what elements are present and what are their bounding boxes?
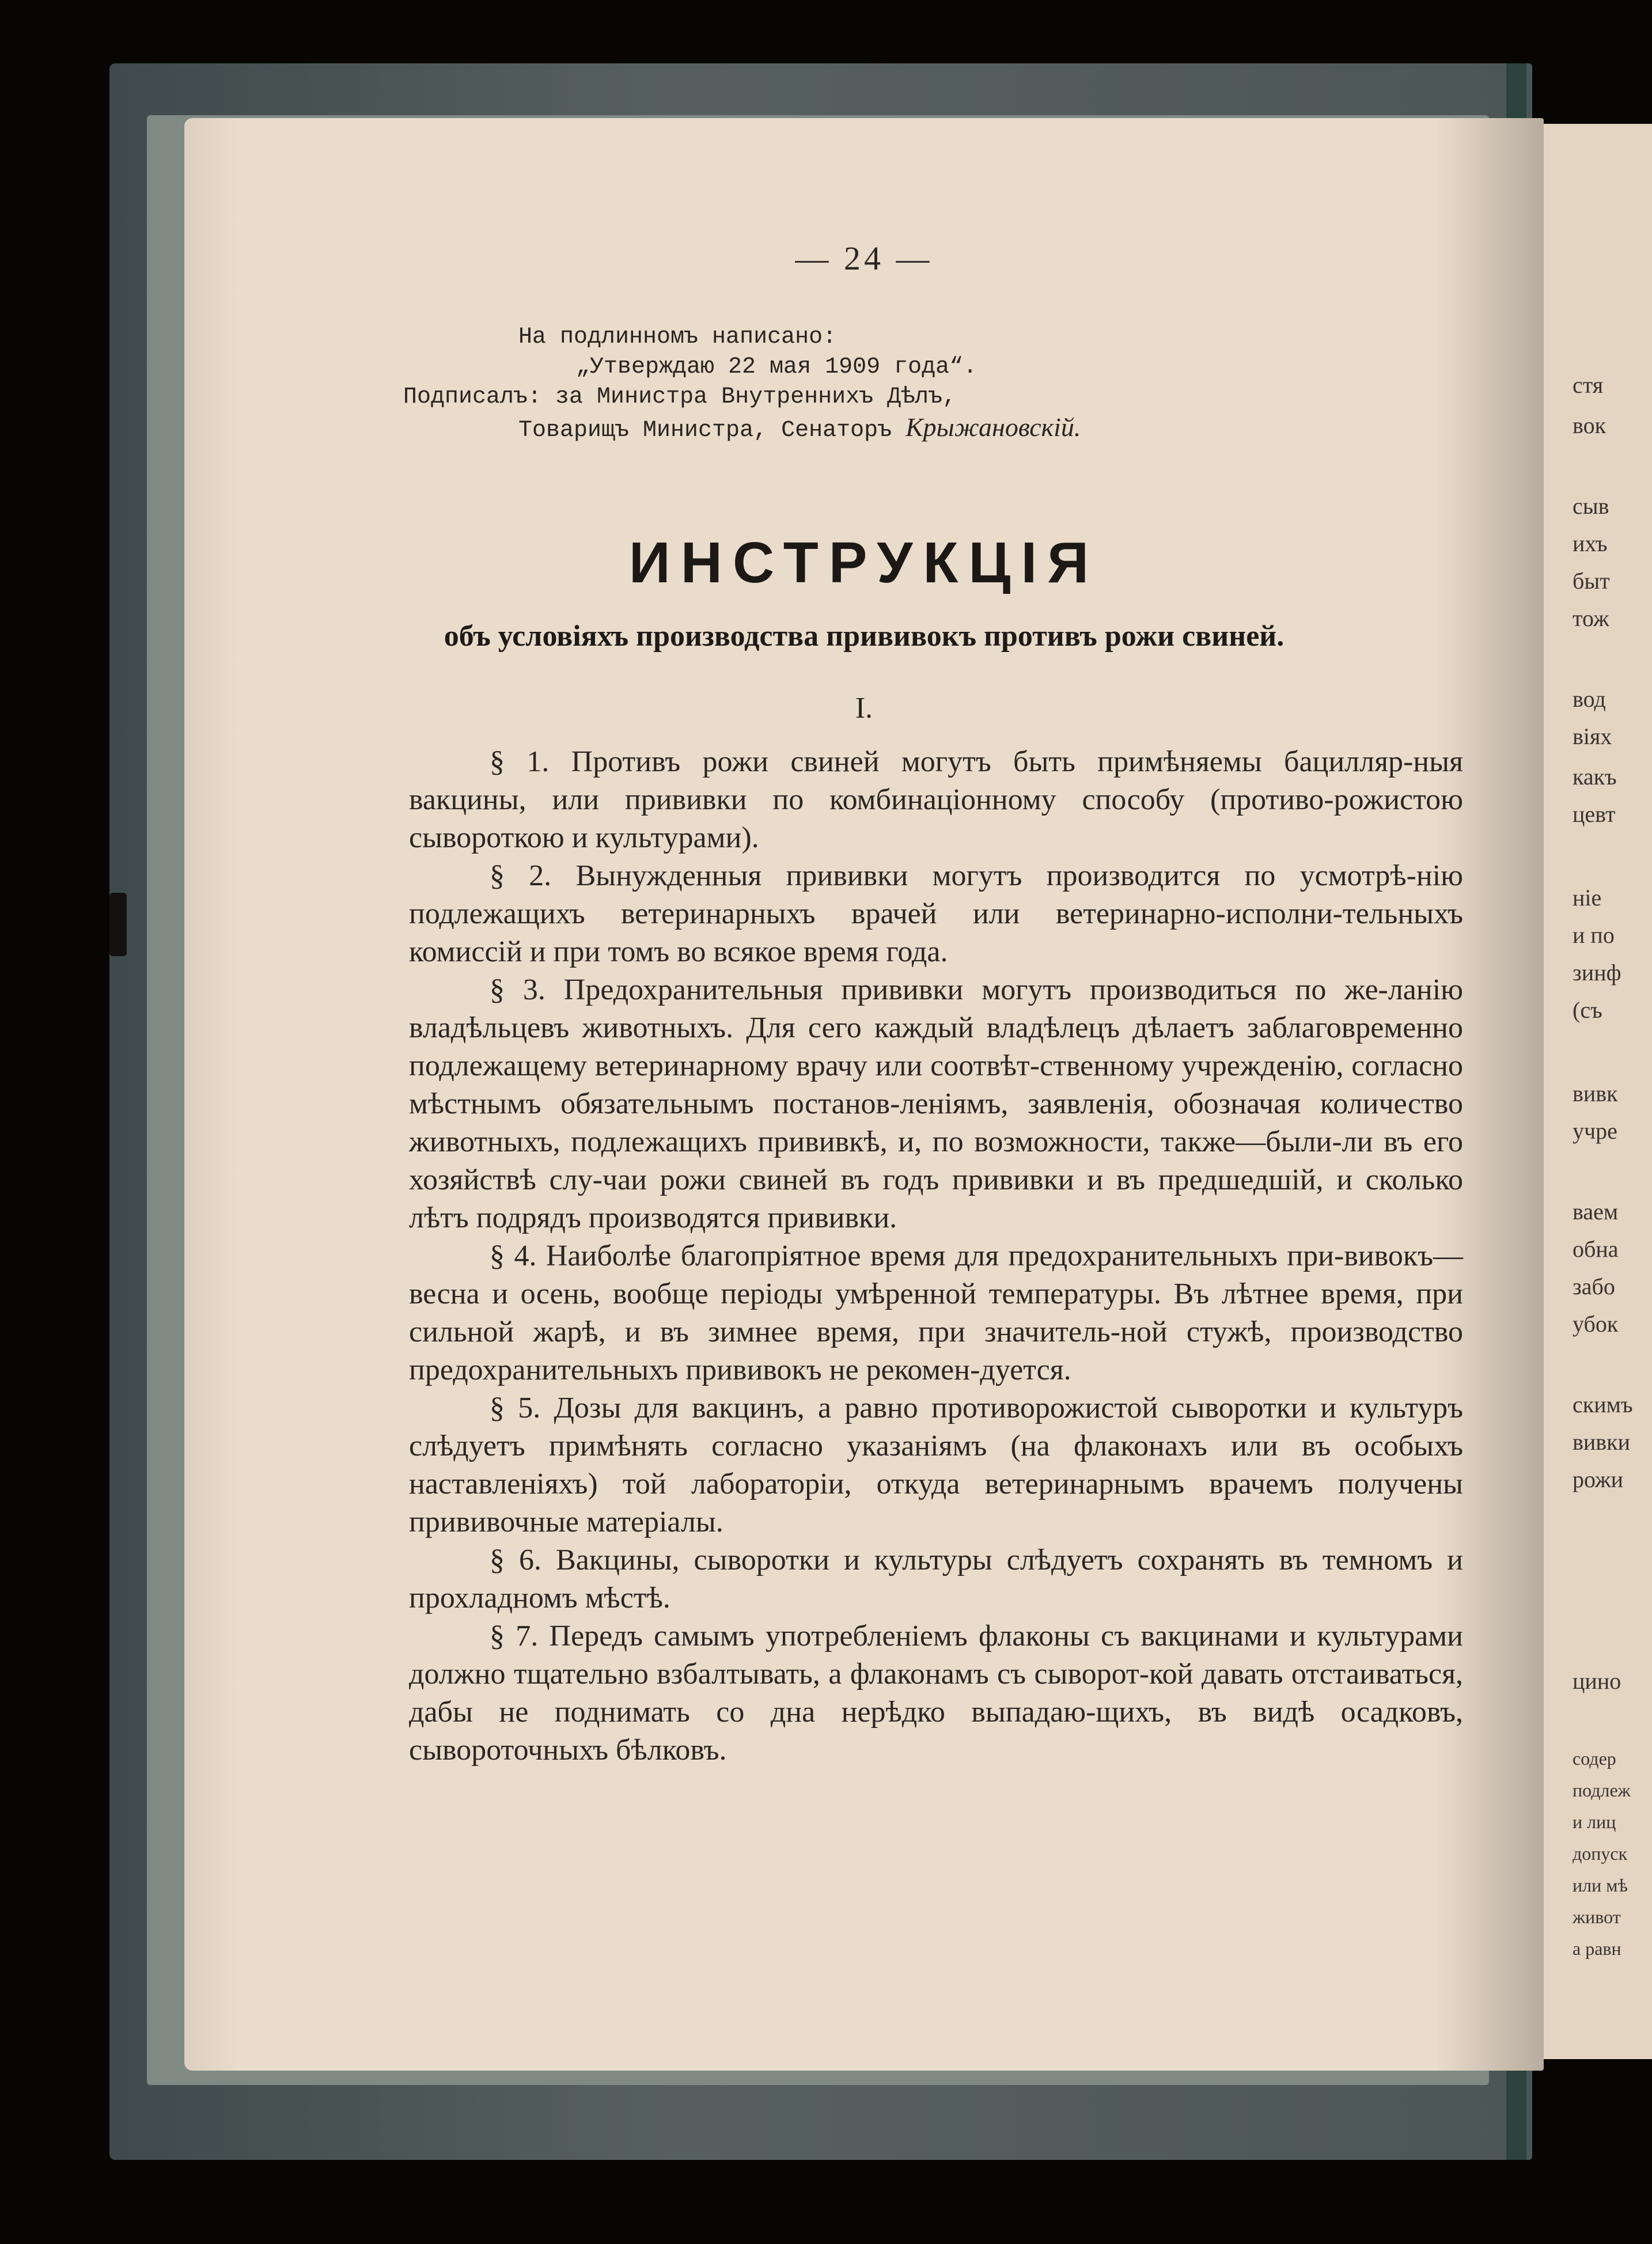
facing-page-fragment: стя xyxy=(1573,372,1604,398)
binding-hole xyxy=(109,893,127,956)
facing-page-fragment: вивк xyxy=(1573,1081,1618,1106)
facing-page-fragment: вод xyxy=(1573,686,1606,712)
paragraph-1: § 1. Противъ рожи свиней могутъ быть примѣняемы бацилляр-ныя вакцины, или прививки по комбинаціонному способу (противо-рожистою сывороткою и культурами). xyxy=(409,745,1463,854)
facing-page-fragment: убок xyxy=(1573,1311,1619,1337)
approval-line-3: Подписалъ: за Министра Внутреннихъ Дѣлъ, xyxy=(403,384,957,410)
facing-page-fragment: быт xyxy=(1573,568,1610,594)
document-page xyxy=(184,118,1544,2071)
facing-page-fragment: цино xyxy=(1573,1668,1621,1694)
facing-page-fragment: учре xyxy=(1573,1118,1617,1144)
facing-page-fragment: вивки xyxy=(1573,1429,1631,1455)
facing-page-fragment: тож xyxy=(1573,605,1609,631)
facing-page-fragment: какъ xyxy=(1573,764,1617,790)
paragraph-3: § 3. Предохранительныя прививки могутъ производиться по же-ланію владѣльцевъ животныхъ. Для сего каждый владѣлецъ дѣлаетъ заблаговременно подлежащему ветеринарному врачу или соотвѣт-ственному учрежденію, согласно мѣстнымъ обязательнымъ постанов-леніямъ, заявленія, обозначая количество животныхъ, подлежащихъ прививкѣ, и, по возможности, также—были-ли въ его хозяйствѣ слу-чаи рожи свиней въ годъ прививки и въ предшедшій, и сколько лѣтъ подрядъ производятся прививки. xyxy=(409,973,1463,1234)
signature-name: Крыжановскій. xyxy=(905,412,1081,442)
facing-page-fragment: ніе xyxy=(1573,885,1602,911)
document-title: ИНСТРУКЦІЯ xyxy=(628,530,1100,595)
facing-page-fragment: (съ xyxy=(1573,997,1602,1023)
facing-page-fragment: и лиц xyxy=(1573,1811,1616,1832)
approval-note xyxy=(403,323,1354,446)
facing-page-fragment: зинф xyxy=(1573,960,1621,985)
approval-signatory: Товарищъ Министра, Сенаторъ xyxy=(518,418,892,444)
facing-page-fragment: или мѣ xyxy=(1573,1875,1628,1896)
facing-page-fragment: сыв xyxy=(1573,493,1609,519)
facing-page-fragment: віях xyxy=(1573,723,1612,749)
paragraph-6: § 6. Вакцины, сыворотки и культуры слѣдуетъ сохранять въ темномъ и прохладномъ мѣстѣ. xyxy=(409,1544,1463,1614)
facing-page-fragment: обна xyxy=(1573,1236,1619,1262)
section-number: I. xyxy=(855,692,873,725)
paragraph-2: § 2. Вынужденныя прививки могутъ производится по усмотрѣ-нію подлежащихъ ветеринарныхъ врачей или ветеринарно-исполни-тельныхъ комиссій и при томъ во всякое время года. xyxy=(409,859,1463,968)
facing-page-fragment: цевт xyxy=(1573,801,1616,827)
facing-page-fragment: подлеж xyxy=(1573,1780,1631,1800)
approval-line-1: На подлинномъ написано: xyxy=(518,324,837,350)
facing-page-fragment: рожи xyxy=(1573,1466,1624,1492)
facing-page-fragment: скимъ xyxy=(1573,1392,1633,1417)
facing-page-fragment: и по xyxy=(1573,922,1615,948)
facing-page-fragment: забо xyxy=(1573,1273,1615,1299)
facing-page-fragment: ихъ xyxy=(1573,530,1608,556)
facing-page-fragment: ваем xyxy=(1573,1199,1619,1225)
facing-page-fragment: содер xyxy=(1573,1748,1616,1769)
paragraph-7: § 7. Передъ самымъ употребленіемъ флаконы съ вакцинами и культурами должно тщательно взбалтывать, а флаконамъ съ сыворот-кой давать отстаиваться, дабы не поднимать со дна нерѣдко выпадаю-щихъ, въ видѣ осадковъ, сывороточныхъ бѣлковъ. xyxy=(409,1620,1463,1767)
paragraph-5: § 5. Дозы для вакцинъ, а равно противорожистой сыворотки и культуръ слѣдуетъ примѣнять согласно указаніямъ (на флаконахъ или въ особыхъ наставленіяхъ) той лабораторіи, откуда ветеринарнымъ врачемъ получены прививочные матеріалы. xyxy=(409,1392,1463,1538)
facing-page-fragment: вок xyxy=(1573,412,1606,438)
facing-page xyxy=(1538,124,1652,2059)
approval-line-4 xyxy=(403,412,1354,446)
facing-page-fragment: допуск xyxy=(1573,1843,1628,1864)
instruction-body xyxy=(409,743,1463,1769)
document-subtitle: объ условіяхъ производства прививокъ противъ рожи свиней. xyxy=(444,620,1285,653)
page-number: — 24 — xyxy=(795,240,933,277)
facing-page-fragment: живот xyxy=(1573,1906,1621,1927)
approval-line-2: „Утверждаю 22 мая 1909 года“. xyxy=(576,354,977,380)
facing-page-fragment: а равн xyxy=(1573,1938,1621,1959)
paragraph-4: § 4. Наиболѣе благопріятное время для предохранительныхъ при-вивокъ—весна и осень, вообще періоды умѣренной температуры. Въ лѣтнее время, при сильной жарѣ, и въ зимнее время, при значитель-ной стужѣ, производство предохранительныхъ прививокъ не рекомен-дуется. xyxy=(409,1239,1463,1386)
